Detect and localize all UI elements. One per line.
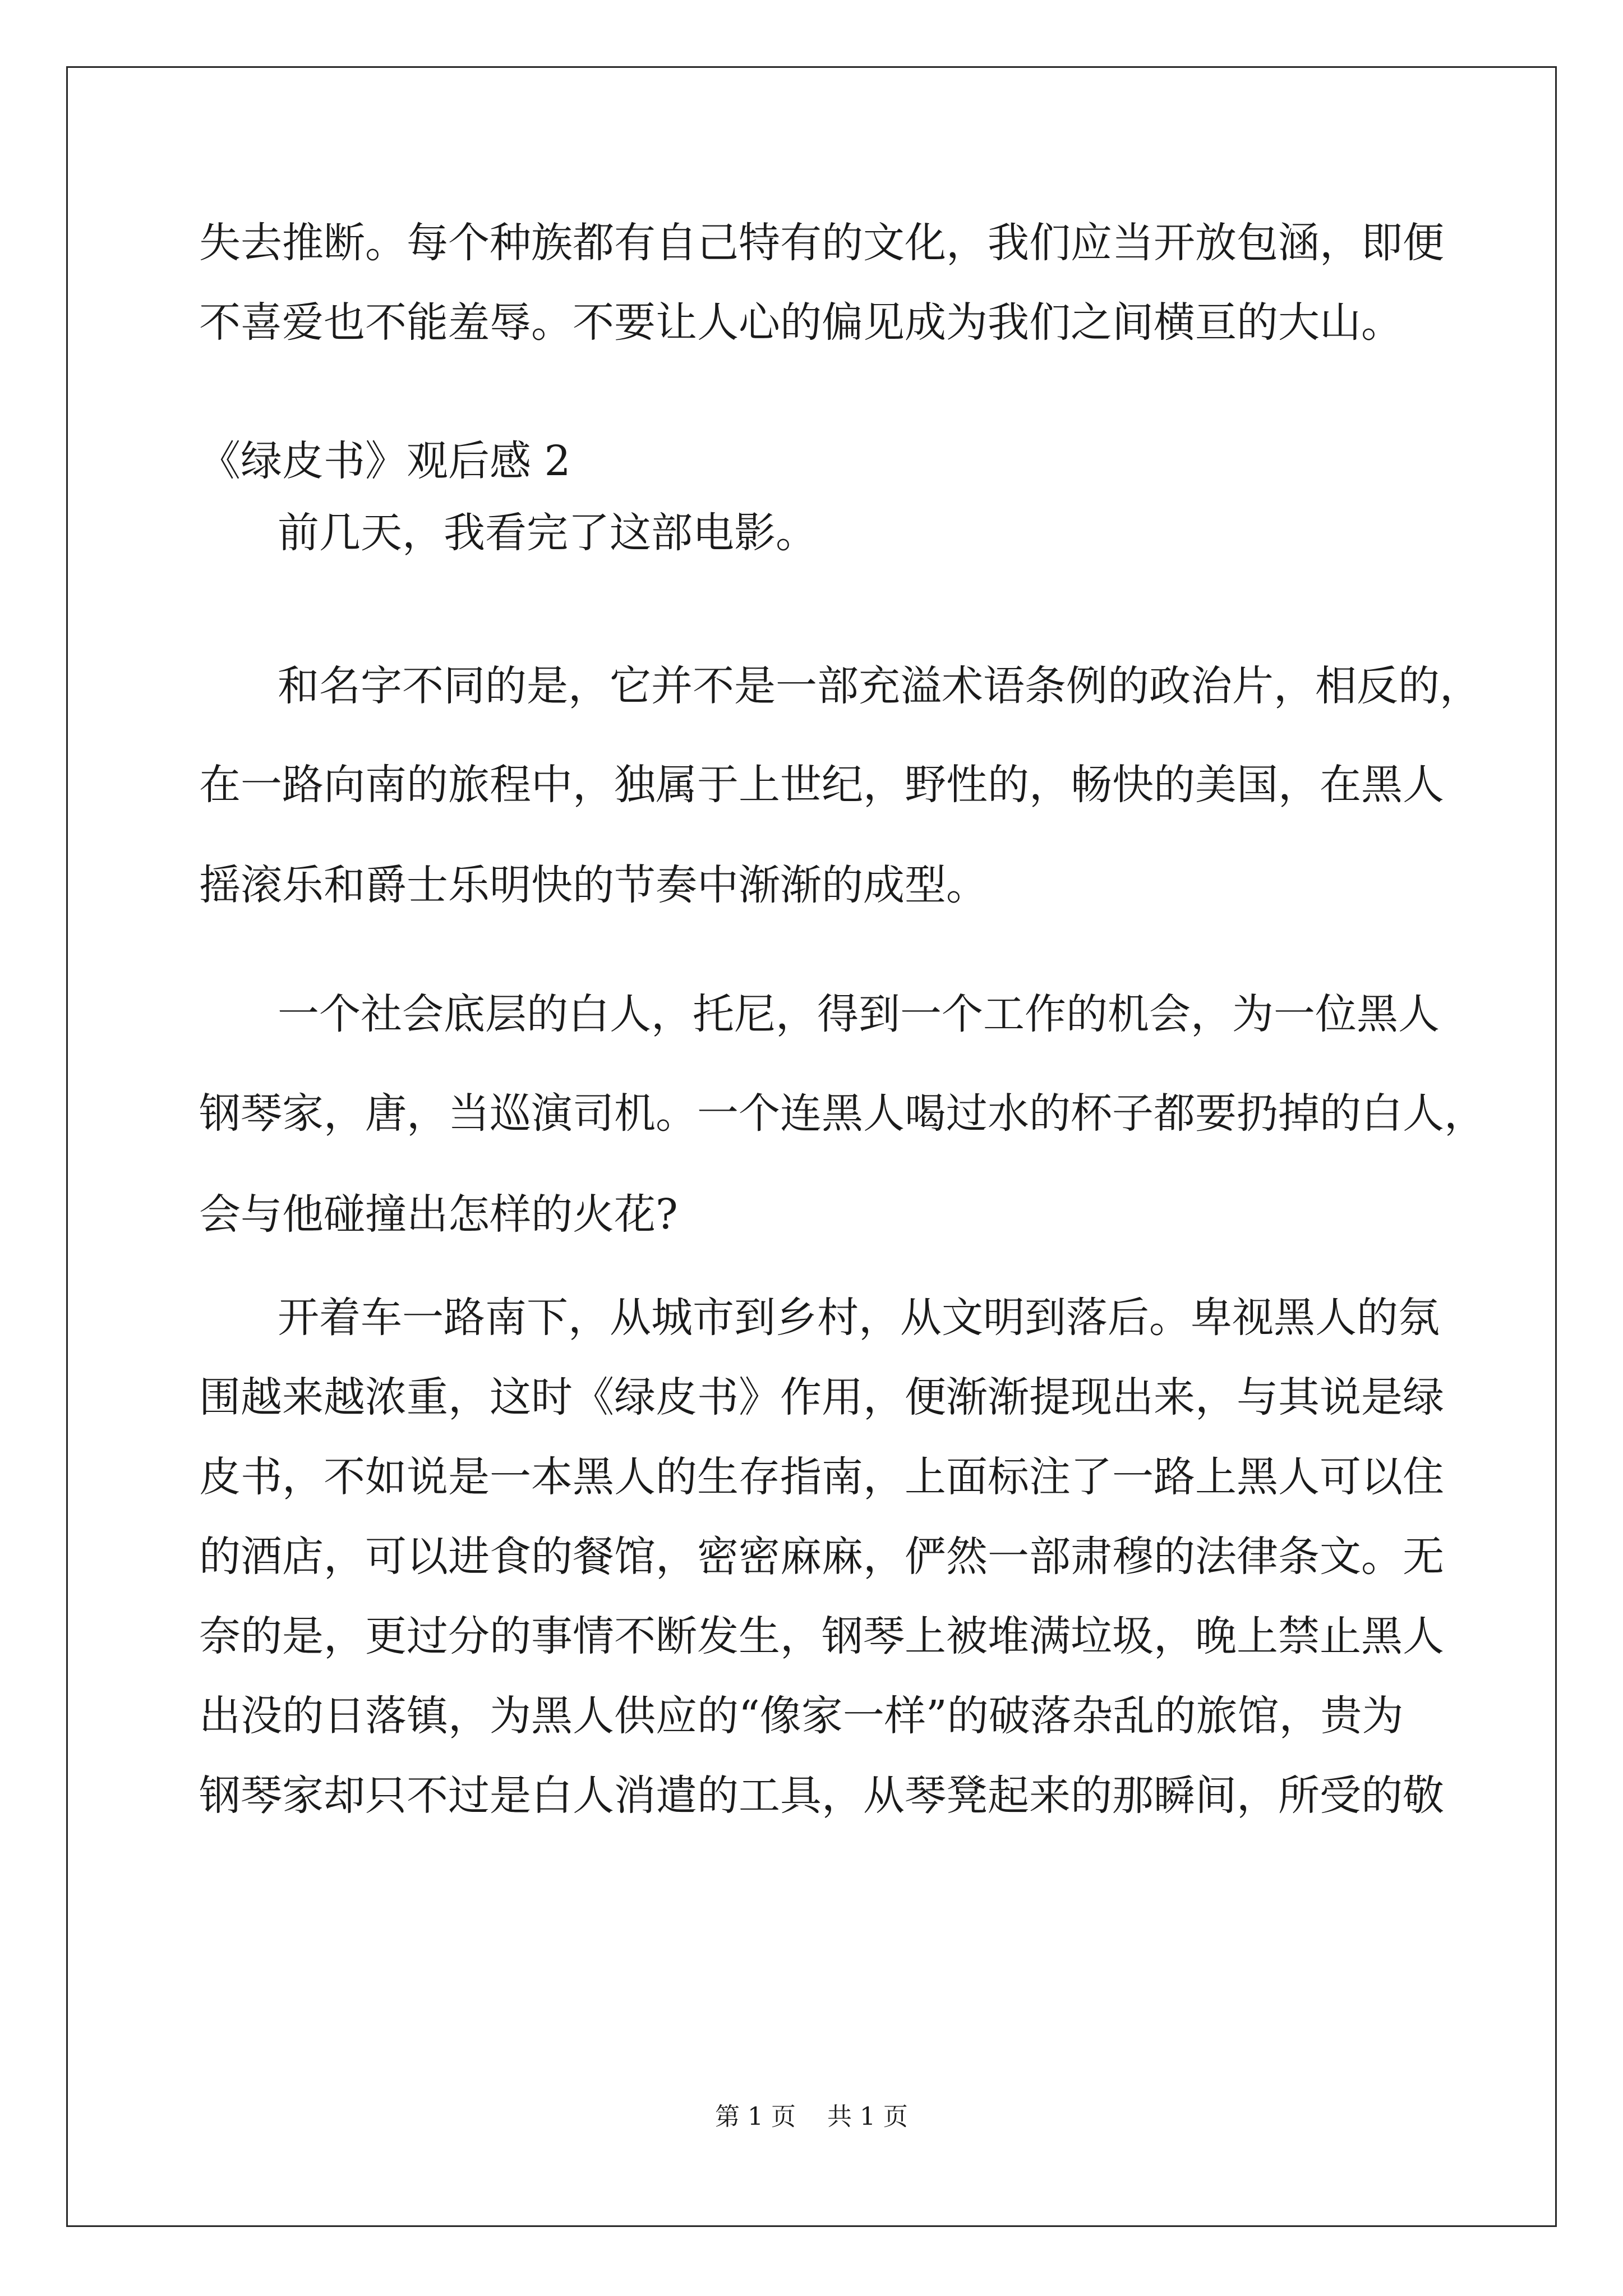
paragraph-first-line: 一个社会底层的白人，托尼，得到一个工作的机会，为一位黑人 xyxy=(278,990,1440,1038)
body-text-line: 在一路向南的旅程中，独属于上世纪，野性的，畅快的美国，在黑人 xyxy=(199,761,1444,809)
paragraph-first-line: 前几天，我看完了这部电影。 xyxy=(278,509,817,557)
body-text-line: 钢琴家，唐，当巡演司机。一个连黑人喝过水的杯子都要扔掉的白人， xyxy=(199,1089,1486,1138)
body-text-line: 奈的是，更过分的事情不断发生，钢琴上被堆满垃圾，晚上禁止黑人 xyxy=(199,1612,1444,1660)
page-border xyxy=(66,66,1557,2227)
body-text-line: 不喜爱也不能羞辱。不要让人心的偏见成为我们之间横亘的大山。 xyxy=(199,298,1403,347)
body-text-line: 会与他碰撞出怎样的火花? xyxy=(199,1190,678,1239)
paragraph-first-line: 和名字不同的是，它并不是一部充溢术语条例的政治片，相反的， xyxy=(278,662,1481,710)
page-footer: 第 1 页 共 1 页 xyxy=(715,2102,908,2131)
body-text-line: 摇滚乐和爵士乐明快的节奏中渐渐的成型。 xyxy=(199,861,988,909)
section-heading: 《绿皮书》观后感 2 xyxy=(199,437,571,485)
body-text-line: 皮书，不如说是一本黑人的生存指南，上面标注了一路上黑人可以住 xyxy=(199,1453,1444,1501)
body-text-line: 失去推断。每个种族都有自己特有的文化，我们应当开放包涵，即便 xyxy=(199,219,1444,267)
body-text-line: 钢琴家却只不过是白人消遣的工具，从琴凳起来的那瞬间，所受的敬 xyxy=(199,1772,1444,1820)
body-text-line: 的酒店，可以进食的餐馆，密密麻麻，俨然一部肃穆的法律条文。无 xyxy=(199,1533,1444,1581)
paragraph-first-line: 开着车一路南下，从城市到乡村，从文明到落后。卑视黑人的氛 xyxy=(278,1294,1440,1342)
body-text-line: 出没的日落镇，为黑人供应的“像家一样”的破落杂乱的旅馆，贵为 xyxy=(199,1692,1404,1740)
body-text-line: 围越来越浓重，这时《绿皮书》作用，便渐渐提现出来，与其说是绿 xyxy=(199,1373,1444,1421)
